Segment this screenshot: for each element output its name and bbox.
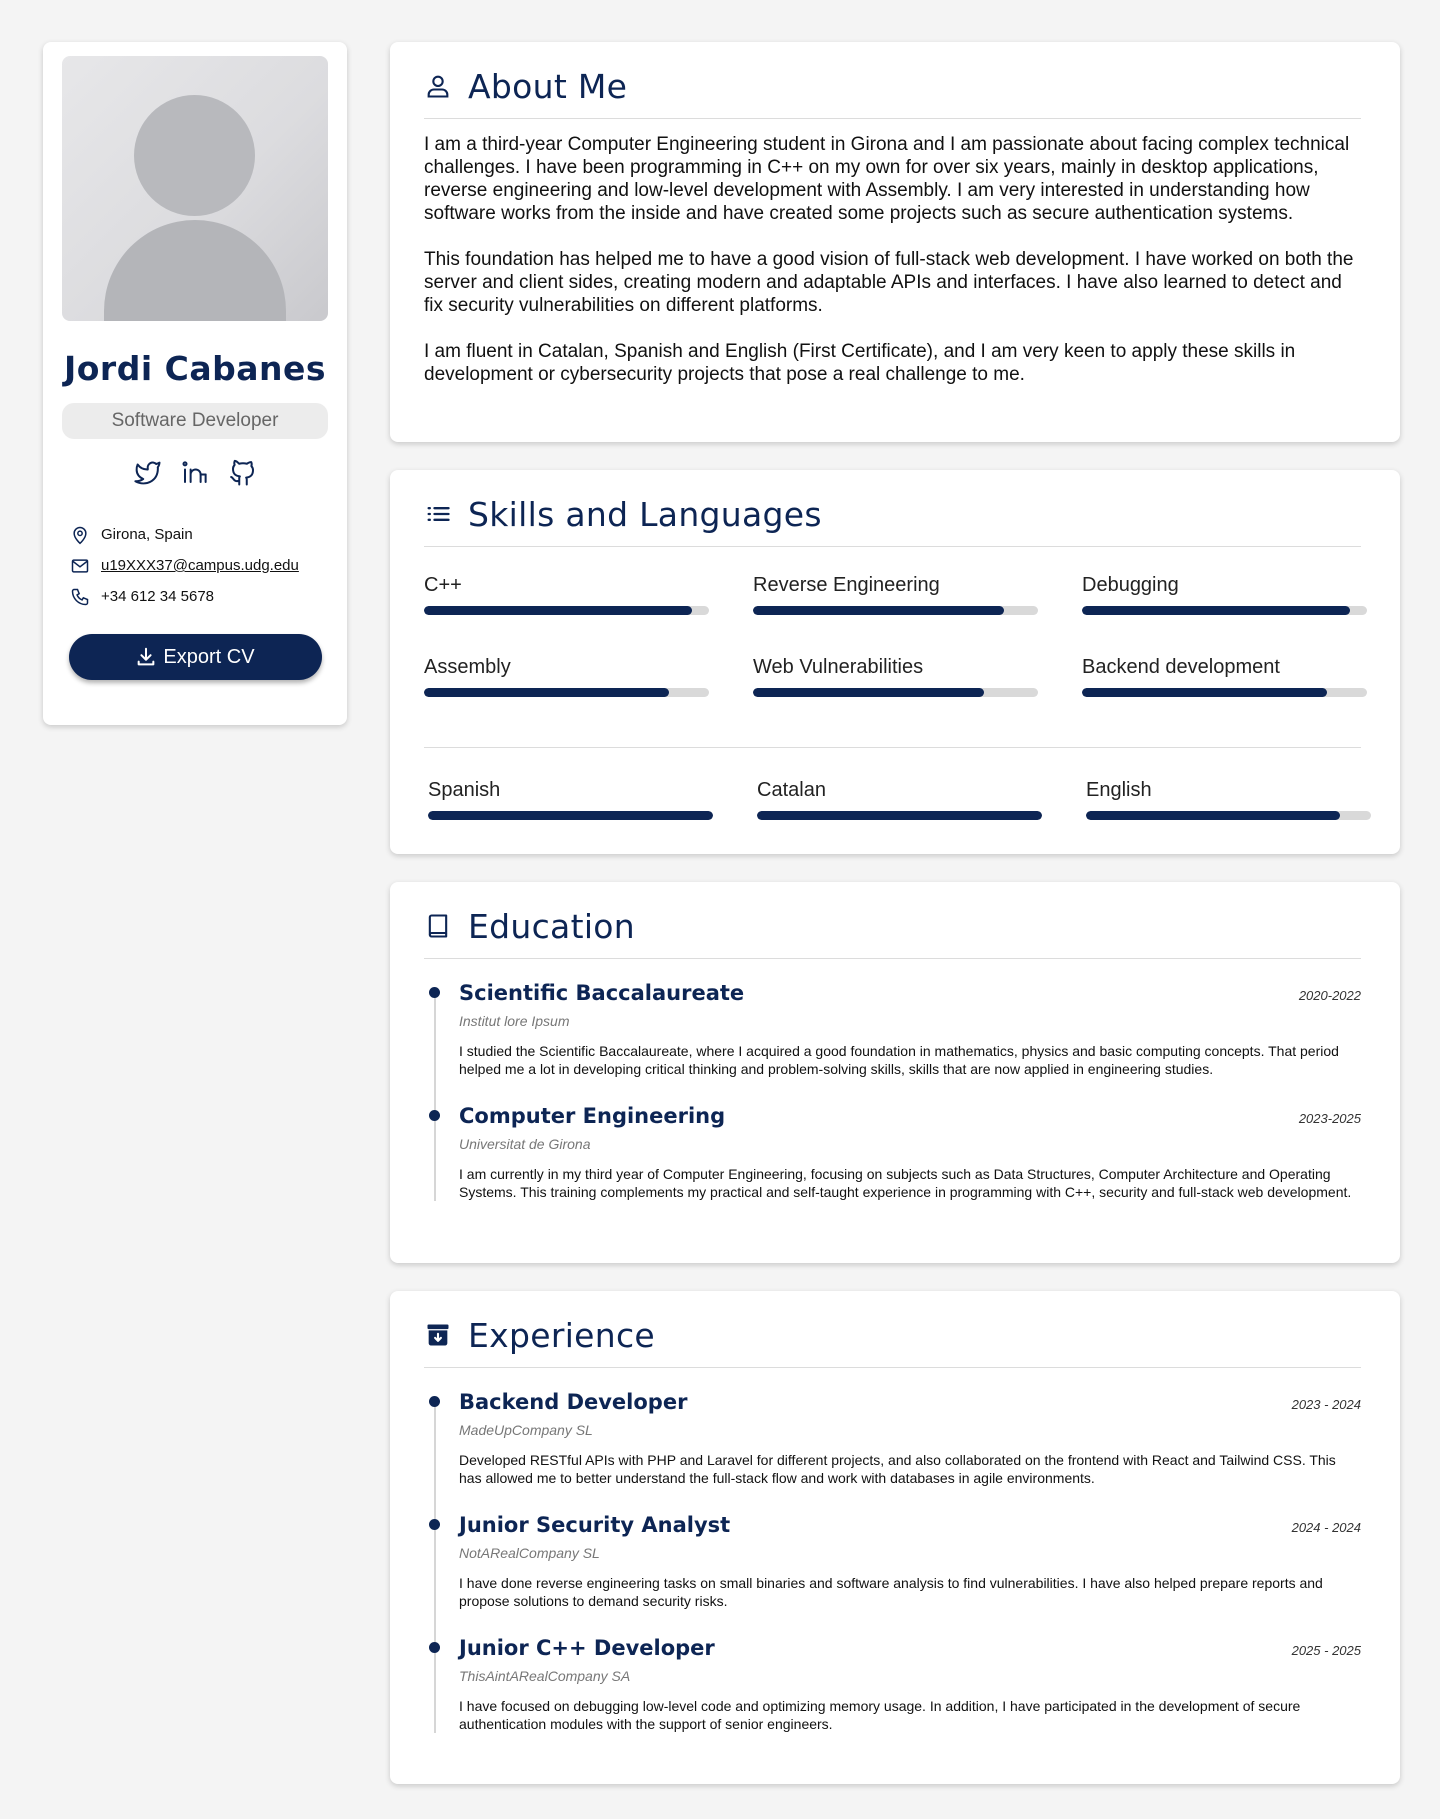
entry-description: I have focused on debugging low-level code and optimizing memory usage. In addition, I have participated in the development of secure authentication modules with the support of senior engineers. bbox=[459, 1698, 1301, 1732]
entry-title: Junior Security Analyst bbox=[459, 1513, 731, 1537]
about-paragraph: I am fluent in Catalan, Spanish and English (First Certificate), and I am very keen to apply these skills in development or cybersecurity projects that pose a real challenge to me. bbox=[424, 341, 1296, 385]
skill-grid bbox=[424, 574, 1361, 697]
experience-timeline bbox=[424, 1390, 1361, 1733]
social-links bbox=[62, 457, 328, 487]
entry-organization: MadeUpCompany SL bbox=[459, 1422, 593, 1438]
entry-title-row bbox=[459, 1390, 1361, 1414]
linkedin-icon[interactable] bbox=[180, 457, 210, 487]
timeline-dot bbox=[429, 1396, 440, 1407]
education-title: Education bbox=[468, 906, 635, 946]
experience-entry bbox=[459, 1390, 1361, 1487]
profile-name: Jordi Cabanes bbox=[63, 349, 327, 388]
entry-organization: Universitat de Girona bbox=[459, 1136, 591, 1152]
skill-bar-track bbox=[1082, 606, 1367, 615]
about-card bbox=[390, 42, 1400, 442]
entry-title: Scientific Baccalaureate bbox=[459, 981, 745, 1005]
archive-icon bbox=[424, 1321, 452, 1349]
language-item bbox=[757, 779, 1042, 820]
divider bbox=[424, 747, 1361, 748]
language-label: English bbox=[1086, 779, 1152, 801]
mail-icon bbox=[70, 556, 90, 576]
language-bar-track bbox=[428, 811, 713, 820]
experience-entry bbox=[459, 1513, 1361, 1610]
skill-label: Reverse Engineering bbox=[753, 574, 940, 596]
entry-date: 2023-2025 bbox=[1298, 1111, 1361, 1126]
user-icon bbox=[424, 72, 452, 100]
entry-date: 2024 - 2024 bbox=[1291, 1520, 1361, 1535]
avatar-head-shape bbox=[134, 95, 255, 216]
entry-date: 2025 - 2025 bbox=[1291, 1643, 1361, 1658]
skill-label: Backend development bbox=[1082, 656, 1280, 678]
export-cv-label: Export CV bbox=[163, 645, 255, 668]
education-entry bbox=[459, 1104, 1361, 1201]
skill-bar-fill bbox=[1082, 688, 1327, 697]
divider bbox=[424, 118, 1361, 119]
timeline-line bbox=[434, 1398, 436, 1733]
entry-description: I have done reverse engineering tasks on small binaries and software analysis to find vulnerabilities. I have also helped prepare reports and propose solutions to demand security risks. bbox=[459, 1575, 1323, 1609]
avatar bbox=[62, 56, 328, 321]
profile-role-badge: Software Developer bbox=[62, 403, 328, 439]
timeline-dot bbox=[429, 1642, 440, 1653]
timeline-line bbox=[434, 989, 436, 1201]
language-bar-fill bbox=[1086, 811, 1340, 820]
timeline-dot bbox=[429, 1110, 440, 1121]
contact-info bbox=[62, 519, 328, 612]
location-row bbox=[70, 519, 328, 550]
skill-bar-fill bbox=[1082, 606, 1350, 615]
skills-card bbox=[390, 470, 1400, 854]
entry-description: Developed RESTful APIs with PHP and Laravel for different projects, and also collaborated on the frontend with React and Tailwind CSS. This has allowed me to better understand the full-stack flow and work with databases in agile environments. bbox=[459, 1452, 1336, 1486]
profile-sidebar bbox=[43, 42, 347, 725]
phone-row bbox=[70, 581, 328, 612]
avatar-body-shape bbox=[104, 220, 286, 321]
language-bar-fill bbox=[757, 811, 1042, 820]
experience-entry bbox=[459, 1636, 1361, 1733]
entry-date: 2020-2022 bbox=[1298, 988, 1361, 1003]
experience-card bbox=[390, 1291, 1400, 1784]
skill-label: C++ bbox=[424, 574, 462, 596]
entry-title: Backend Developer bbox=[459, 1390, 688, 1414]
email-link[interactable]: u19XXX37@campus.udg.edu bbox=[101, 557, 299, 574]
entry-title-row bbox=[459, 1104, 1361, 1128]
language-bar-fill bbox=[428, 811, 713, 820]
book-icon bbox=[424, 912, 452, 940]
skill-label: Assembly bbox=[424, 656, 511, 678]
entry-title-row bbox=[459, 981, 1361, 1005]
about-header bbox=[424, 68, 1361, 104]
entry-description: I am currently in my third year of Computer Engineering, focusing on subjects such as Data Structures, Computer Architecture and Operating Systems. This training complements my practical and self-taught experience in programming with C++, security and full-stack web development. bbox=[459, 1166, 1352, 1200]
skill-bar-fill bbox=[424, 688, 669, 697]
language-label: Spanish bbox=[428, 779, 501, 801]
skill-bar-track bbox=[753, 688, 1038, 697]
entry-organization: Institut lore Ipsum bbox=[459, 1013, 570, 1029]
language-label: Catalan bbox=[757, 779, 826, 801]
entry-organization: NotARealCompany SL bbox=[459, 1545, 600, 1561]
map-pin-icon bbox=[70, 525, 90, 545]
entry-date: 2023 - 2024 bbox=[1291, 1397, 1361, 1412]
phone-icon bbox=[70, 587, 90, 607]
divider bbox=[424, 958, 1361, 959]
language-item bbox=[1086, 779, 1371, 820]
education-header bbox=[424, 908, 1361, 944]
download-icon bbox=[135, 646, 157, 668]
skill-item bbox=[1082, 656, 1367, 697]
skill-item bbox=[424, 656, 709, 697]
language-item bbox=[428, 779, 713, 820]
entry-organization: ThisAintARealCompany SA bbox=[459, 1668, 631, 1684]
education-timeline bbox=[424, 981, 1361, 1201]
education-card bbox=[390, 882, 1400, 1263]
skill-item bbox=[753, 656, 1038, 697]
skill-item bbox=[1082, 574, 1367, 615]
skill-bar-fill bbox=[753, 688, 984, 697]
email-row bbox=[70, 550, 328, 581]
timeline-dot bbox=[429, 1519, 440, 1530]
education-entry bbox=[459, 981, 1361, 1078]
language-grid bbox=[424, 779, 1361, 820]
entry-title-row bbox=[459, 1636, 1361, 1660]
skill-bar-track bbox=[1082, 688, 1367, 697]
language-bar-track bbox=[757, 811, 1042, 820]
twitter-icon[interactable] bbox=[132, 457, 162, 487]
skills-title: Skills and Languages bbox=[468, 494, 822, 534]
skill-bar-fill bbox=[753, 606, 1004, 615]
entry-description: I studied the Scientific Baccalaureate, where I acquired a good foundation in mathematics, physics and basic computing concepts. That period helped me a lot in developing critical thinking and problem-solving skills, skills that are now applied in engineering studies. bbox=[459, 1043, 1339, 1077]
entry-title: Junior C++ Developer bbox=[459, 1636, 715, 1660]
skill-bar-track bbox=[753, 606, 1038, 615]
list-icon bbox=[424, 500, 452, 528]
skills-header bbox=[424, 496, 1361, 532]
divider bbox=[424, 546, 1361, 547]
experience-header bbox=[424, 1317, 1361, 1353]
github-icon[interactable] bbox=[228, 457, 258, 487]
about-paragraph: I am a third-year Computer Engineering student in Girona and I am passionate about facing complex technical challenges. I have been programming in C++ on my own for over six years, mainly in desktop applications, reverse engineering and low-level development with Assembly. I am very interested in understanding how software works from the inside and have created some projects such as secure authentication systems. bbox=[424, 134, 1350, 224]
phone-text: +34 612 34 5678 bbox=[101, 588, 215, 605]
skill-label: Debugging bbox=[1082, 574, 1179, 596]
entry-title-row bbox=[459, 1513, 1361, 1537]
divider bbox=[424, 1367, 1361, 1368]
skill-bar-track bbox=[424, 688, 709, 697]
experience-title: Experience bbox=[468, 1315, 656, 1355]
export-cv-button[interactable] bbox=[69, 634, 322, 680]
skill-item bbox=[424, 574, 709, 615]
about-paragraph: This foundation has helped me to have a good vision of full-stack web development. I have worked on both the server and client sides, creating modern and adaptable APIs and interfaces. I have also learned to detect and fix security vulnerabilities on different platforms. bbox=[424, 249, 1354, 316]
about-text bbox=[424, 133, 1361, 386]
skill-bar-fill bbox=[424, 606, 692, 615]
location-text: Girona, Spain bbox=[101, 526, 193, 543]
skill-item bbox=[753, 574, 1038, 615]
entry-title: Computer Engineering bbox=[459, 1104, 726, 1128]
timeline-dot bbox=[429, 987, 440, 998]
skill-bar-track bbox=[424, 606, 709, 615]
about-title: About Me bbox=[468, 66, 628, 106]
language-bar-track bbox=[1086, 811, 1371, 820]
skill-label: Web Vulnerabilities bbox=[753, 656, 924, 678]
